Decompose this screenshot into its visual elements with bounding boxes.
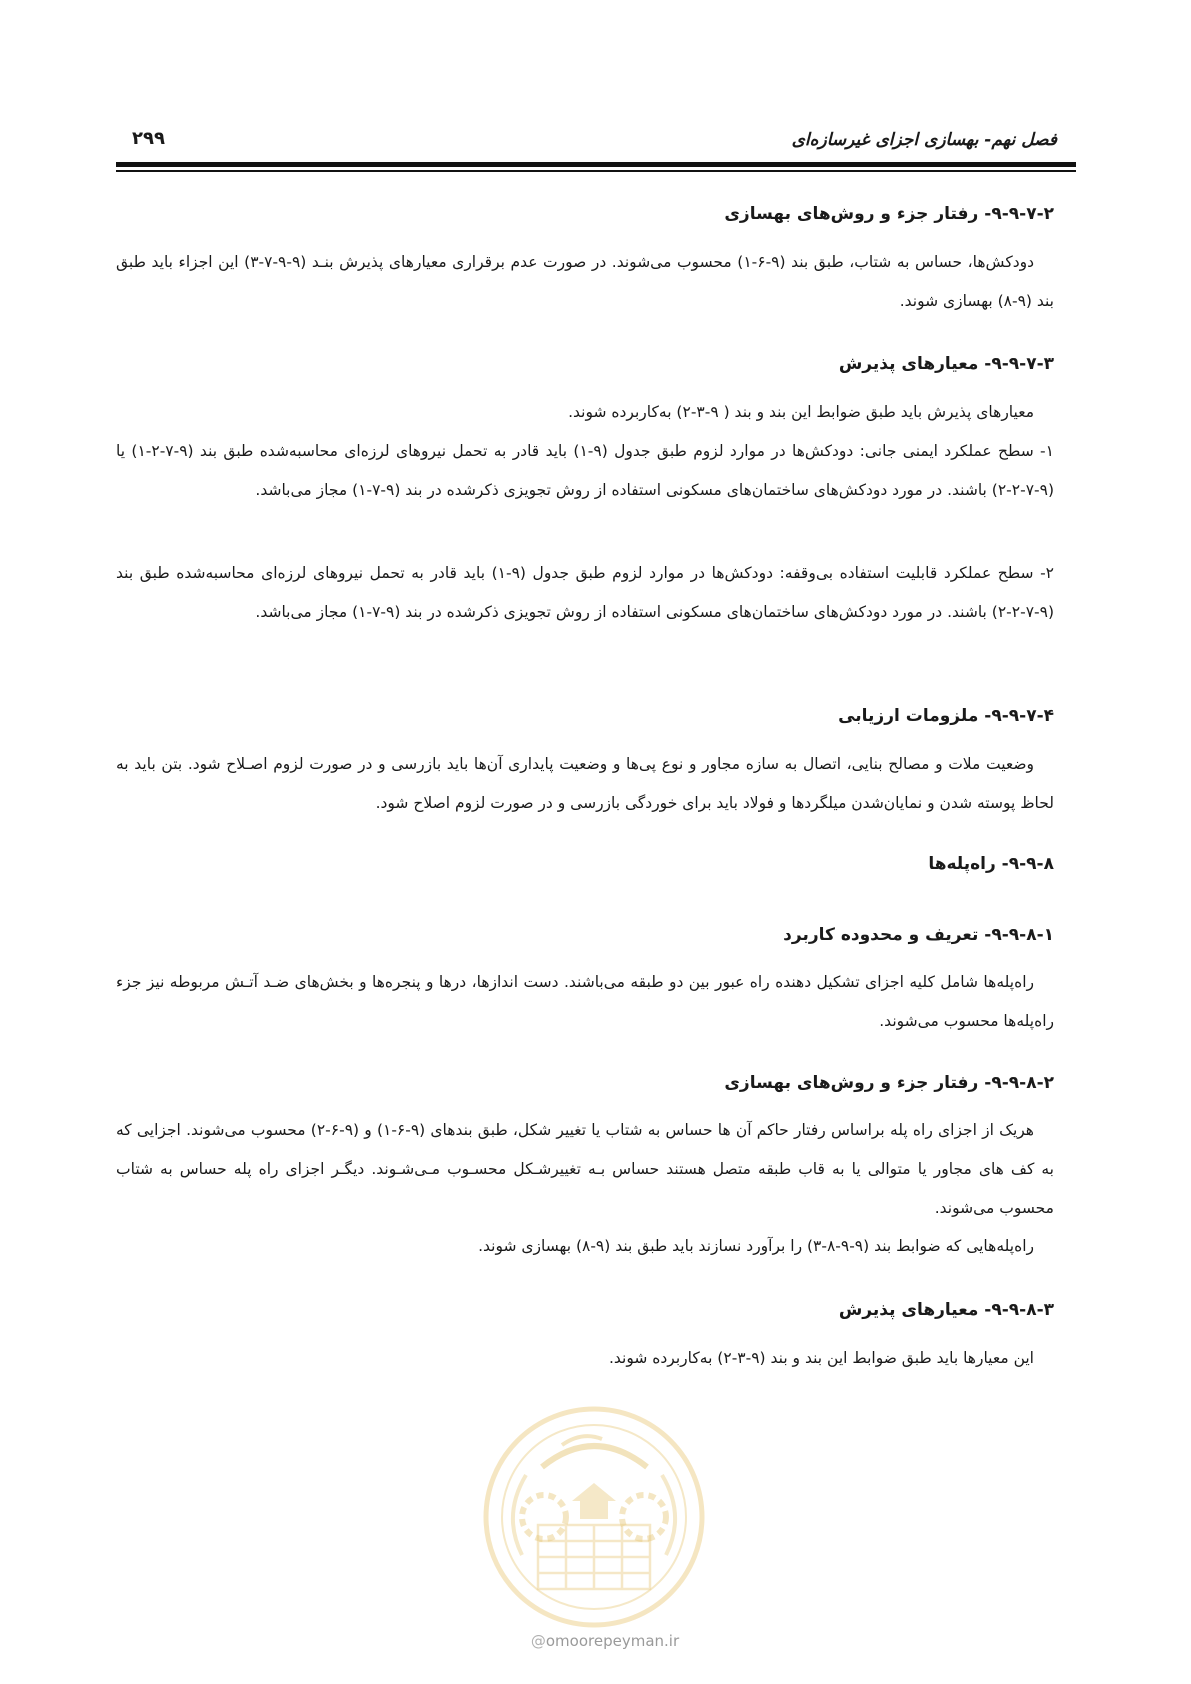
watermark-seal-icon: [482, 1405, 706, 1629]
section-heading: ۹-۹-۷-۲- رفتار جزء و روش‌های بهسازی: [724, 204, 1054, 224]
paragraph: راه‌پله‌ها شامل کلیه اجزای تشکیل دهنده راه عبور بین دو طبقه می‌باشند. دست اندازها، درها و پنجره‌ها و بخش‌های ضـد آتـش مربوطه نیز جزء راه‌پله‌ها محسوب می‌شوند.: [116, 973, 1054, 1030]
paragraph: دودکش‌ها، حساس به شتاب، طبق بند (۹-۶-۱) محسوب می‌شوند. در صورت عدم برقراری معیارهای پذیرش بنـد (۹-۹-۷-۳) این اجزاء باید طبق بند (۹-۸) بهسازی شوند.: [116, 253, 1054, 310]
paragraph: هریک از اجزای راه پله براساس رفتار حاکم آن ها حساس به شتاب یا تغییر شکل، طبق بندهای (۹-۶-۱) و (۹-۶-۲) محسوب می‌شوند. اجزایی که به کف های مجاور یا متوالی یا به قاب طبقه متصل هستند حساس بـه تغییرشـکل محسـوب مـی‌شـوند. دیگـر اجزای راه پله حساس به شتاب محسوب می‌شوند.: [116, 1121, 1054, 1217]
header-rule-thick: [116, 162, 1076, 167]
watermark-url-text: omoorepeyman.ir: [545, 1632, 680, 1650]
paragraph: ۱- سطح عملکرد ایمنی جانی: دودکش‌ها در موارد لزوم طبق جدول (۹-۱) باید قادر به تحمل نیروهای لرزه‌ای محاسبه‌شده طبق بند (۹-۷-۲-۱) یا (۹-۷-۲-۲) باشند. در مورد دودکش‌های ساختمان‌های مسکونی استفاده از روش تجویزی ذکرشده در بند (۹-۷-۱) مجاز می‌باشد.: [116, 442, 1054, 499]
section-heading: ۹-۹-۸- راه‌پله‌ها: [928, 854, 1054, 874]
paragraph: ۲- سطح عملکرد قابلیت استفاده بی‌وقفه: دودکش‌ها در موارد لزوم طبق جدول (۹-۱) باید قادر به تحمل نیروهای لرزه‌ای محاسبه‌شده طبق بند (۹-۷-۲-۲) باشند. در مورد دودکش‌های ساختمان‌های مسکونی استفاده از روش تجویزی ذکرشده در بند (۹-۷-۱) مجاز می‌باشد.: [116, 564, 1054, 621]
chapter-title: فصل نهم- بهسازی اجزای غیرسازه‌ای: [791, 130, 1057, 150]
at-sign-icon: @: [530, 1632, 546, 1650]
page-number: ۲۹۹: [132, 128, 165, 149]
paragraph: راه‌پله‌هایی که ضوابط بند (۹-۹-۸-۳) را برآورد نسازند باید طبق بند (۹-۸) بهسازی شوند.: [478, 1237, 1034, 1255]
section-heading: ۹-۹-۸-۳- معیارهای پذیرش: [838, 1300, 1054, 1320]
section-heading: ۹-۹-۷-۳- معیارهای پذیرش: [838, 354, 1054, 374]
watermark-url: [493, 1632, 717, 1650]
paragraph: وضعیت ملات و مصالح بنایی، اتصال به سازه مجاور و نوع پی‌ها و وضعیت پایداری آن‌ها باید بازرسی و در صورت لزوم اصـلاح شود. بتن باید به لحاظ پوسته شدن و نمایان‌شدن میلگردها و فولاد باید برای خوردگی بازرسی و در صورت لزوم اصلاح شود.: [116, 755, 1054, 812]
paragraph: این معیارها باید طبق ضوابط این بند و بند (۹-۳-۲) به‌کاربرده شوند.: [608, 1349, 1034, 1367]
paragraph: معیارهای پذیرش باید طبق ضوابط این بند و بند ( ۹-۳-۲) به‌کاربرده شوند.: [568, 403, 1034, 421]
section-heading: ۹-۹-۷-۴- ملزومات ارزیابی: [838, 706, 1054, 726]
header-rule-thin: [116, 170, 1076, 172]
section-heading: ۹-۹-۸-۱- تعریف و محدوده کاربرد: [783, 925, 1054, 945]
section-heading: ۹-۹-۸-۲- رفتار جزء و روش‌های بهسازی: [724, 1073, 1054, 1093]
